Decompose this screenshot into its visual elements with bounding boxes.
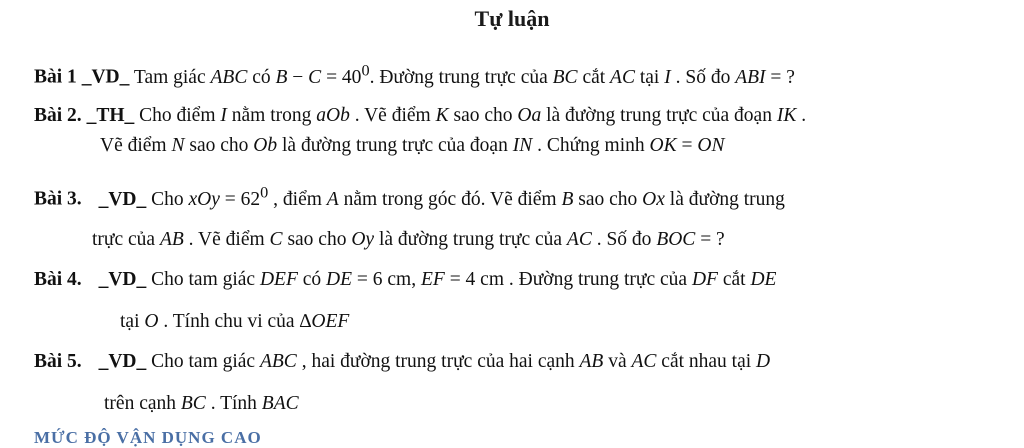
problem-4-level: _VD_	[98, 269, 147, 290]
text-segment: trực của	[92, 229, 160, 250]
text-segment: = 4 cm . Đường trung trực của	[444, 269, 692, 290]
problem-2-line-2	[100, 134, 724, 158]
text-segment: cắt nhau tại	[656, 351, 757, 372]
text-segment: AC	[566, 229, 592, 250]
text-segment: C	[308, 66, 322, 88]
text-segment: DE	[326, 269, 353, 290]
problem-2-line-1	[34, 104, 806, 128]
text-segment: . Vẽ điểm	[349, 105, 436, 126]
problem-4-line-1	[34, 268, 776, 292]
text-segment: sao cho	[573, 188, 643, 210]
text-segment: =	[676, 135, 698, 156]
text-segment: cắt	[577, 66, 611, 88]
text-segment: ABC	[210, 66, 248, 88]
problem-2-level: _TH_	[86, 105, 135, 126]
text-segment: trên cạnh	[104, 393, 181, 414]
problem-4-text-2	[120, 311, 349, 332]
problem-4-text-1	[151, 269, 776, 290]
text-segment: tại	[634, 66, 665, 88]
text-segment: . Chứng minh	[532, 135, 650, 156]
text-segment: . Số đo	[591, 229, 657, 250]
text-segment: ABC	[259, 351, 297, 372]
problem-5-level: _VD_	[98, 351, 147, 372]
text-segment: = ?	[765, 66, 795, 88]
text-segment: sao cho	[184, 135, 254, 156]
text-segment: Cho điểm	[139, 105, 221, 126]
text-segment: = ?	[695, 229, 725, 250]
section-footer-heading: MỨC ĐỘ VẬN DỤNG CAO	[34, 428, 262, 447]
text-segment: xOy	[188, 188, 220, 210]
text-segment: . Số đo	[670, 66, 736, 88]
problem-3-label: Bài 3.	[34, 188, 82, 210]
text-segment: .	[796, 105, 807, 126]
text-segment: Cho tam giác	[151, 269, 260, 290]
problem-4-line-2	[120, 310, 349, 334]
problem-5-line-1	[34, 350, 770, 374]
page-title: Tự luận	[474, 6, 550, 31]
problem-5-text-1	[151, 351, 770, 372]
problem-3-level: _VD_	[98, 188, 147, 210]
text-segment: EF	[420, 269, 445, 290]
text-segment: I	[220, 105, 227, 126]
text-segment: là đường trung	[664, 188, 785, 210]
text-segment: = 62	[219, 188, 261, 210]
text-segment: là đường trung trực của đoạn	[277, 135, 513, 156]
text-segment: sao cho	[448, 105, 518, 126]
text-segment: cắt	[717, 269, 751, 290]
text-segment: ON	[697, 135, 725, 156]
text-segment: có	[297, 269, 327, 290]
text-segment: I	[664, 66, 671, 88]
text-segment: BC	[552, 66, 578, 88]
text-segment: OEF	[311, 311, 350, 332]
text-segment: IK	[776, 105, 797, 126]
text-segment: là đường trung trực của	[374, 229, 567, 250]
text-segment: Vẽ điểm	[100, 135, 172, 156]
text-segment: ABI	[735, 66, 766, 88]
text-segment: Oa	[517, 105, 542, 126]
text-segment: BC	[180, 393, 206, 414]
text-segment: Cho	[151, 188, 189, 210]
problem-2-text-1	[139, 105, 806, 126]
text-segment: aOb	[316, 105, 350, 126]
text-segment: nằm trong góc đó. Vẽ điểm	[338, 188, 562, 210]
text-segment: AC	[631, 351, 657, 372]
text-segment: DF	[691, 269, 718, 290]
text-segment: là đường trung trực của đoạn	[541, 105, 777, 126]
problem-5-line-2	[104, 392, 299, 416]
text-segment: Oy	[351, 229, 375, 250]
text-segment: N	[171, 135, 185, 156]
text-segment: A	[326, 188, 339, 210]
text-segment: và	[603, 351, 632, 372]
text-segment: C	[269, 229, 283, 250]
text-segment: nằm trong	[226, 105, 317, 126]
text-segment: . Tính chu vi của ∆	[158, 311, 312, 332]
text-segment: BOC	[656, 229, 696, 250]
text-segment: = 40	[321, 66, 362, 88]
problem-3-line-1	[34, 180, 785, 212]
text-segment: sao cho	[282, 229, 352, 250]
text-segment: DEF	[259, 269, 298, 290]
text-segment: −	[287, 66, 309, 88]
problem-3-line-2	[92, 228, 725, 252]
text-segment: B	[561, 188, 574, 210]
text-segment: tại	[120, 311, 145, 332]
problem-2-text-2	[100, 135, 724, 156]
text-segment: BAC	[261, 393, 299, 414]
text-segment: . Đường trung trực của	[369, 66, 553, 88]
text-segment: 0	[260, 183, 269, 201]
text-segment: 0	[361, 61, 370, 79]
text-segment: , điểm	[268, 188, 327, 210]
text-segment: B	[275, 66, 288, 88]
text-segment: DE	[750, 269, 777, 290]
text-segment: O	[144, 311, 159, 332]
text-segment: . Vẽ điểm	[183, 229, 270, 250]
text-segment: K	[435, 105, 449, 126]
problem-1-text	[133, 61, 795, 88]
text-segment: Cho tam giác	[151, 351, 260, 372]
text-segment: D	[756, 351, 771, 372]
text-segment: Ob	[253, 135, 278, 156]
text-segment: IN	[512, 135, 533, 156]
problem-1-label: Bài 1	[34, 66, 77, 88]
problem-5-text-2	[104, 393, 299, 414]
text-segment: OK	[649, 135, 677, 156]
text-segment: . Tính	[205, 393, 262, 414]
problem-3-text-2	[92, 229, 725, 250]
problem-3-text-1	[151, 183, 785, 210]
text-segment: , hai đường trung trực của hai cạnh	[296, 351, 580, 372]
problem-5-label: Bài 5.	[34, 351, 82, 372]
problem-1-level: _VD_	[81, 66, 130, 88]
text-segment: AB	[159, 229, 184, 250]
text-segment: có	[247, 66, 276, 88]
text-segment: AB	[579, 351, 604, 372]
problem-4-label: Bài 4.	[34, 269, 82, 290]
text-segment: Ox	[642, 188, 665, 210]
text-segment: = 6 cm,	[352, 269, 421, 290]
text-segment: Tam giác	[133, 66, 211, 88]
text-segment: AC	[610, 66, 635, 88]
problem-1-line-1	[34, 58, 795, 90]
problem-2-label: Bài 2.	[34, 105, 82, 126]
